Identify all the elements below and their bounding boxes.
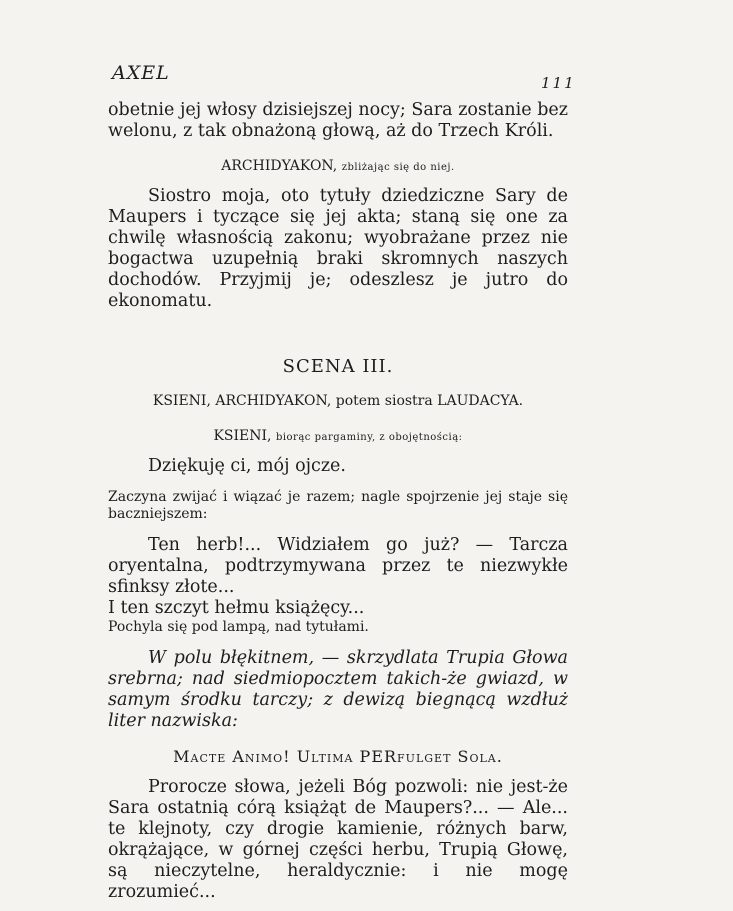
page-body <box>108 100 568 903</box>
paragraph-4-continued: I ten szczyt hełmu książęcy... <box>108 598 365 618</box>
stage-direction-1: Zaczyna zwijać i wiązać je razem; nagle spojrzenie jej staje się baczniejszem: <box>108 489 568 522</box>
scene-heading: SCENA III. <box>282 356 394 377</box>
paragraph-2: Siostro moja, oto tytuły dziedziczne Sary de Maupers i tyczące się jej akta; staną się one za chwilę własnością zakonu; wyobrażane przez nie bogactwa uzupełnią braki skromnych naszych dochodów. Przyjmij je; odeszlesz je jutro do ekonomatu. <box>108 186 568 311</box>
speaker-ksieni <box>108 426 568 448</box>
stage-direction-2: Pochyla się pod lampą, nad tytułami. <box>108 619 369 635</box>
speaker-name: KSIENI, <box>213 428 272 444</box>
paragraph-4: Ten herb!... Widziałem go już? — Tarcza oryentalna, podtrzymywana przez te niezwykłe sfinksy złote... <box>108 535 568 597</box>
paragraph-1: obetnie jej włosy dzisiejszej nocy; Sara zostanie bez welonu, z tak obnażoną głową, aż do Trzech Króli. <box>108 100 568 141</box>
italic-paragraph: W polu błękitnem, — skrzydlata Trupia Głowa srebrna; nad siedmiopocztem takich-że gwiazd, w samym środku tarczy; z dewizą biegnącą wzdłuż liter nazwiska: <box>108 648 568 731</box>
speaker-archidyakon <box>108 156 568 178</box>
page-number: 111 <box>541 74 576 92</box>
paragraph-3: Dziękuję ci, mój ojcze. <box>148 456 346 476</box>
speaker-name: ARCHIDYAKON, <box>221 158 338 174</box>
stage-direction-inline: biorąc pargaminy, z obojętnością: <box>275 432 463 443</box>
paragraph-5: Prorocze słowa, jeżeli Bóg pozwoli: nie jest-że Sara ostatnią córą książąt de Maupers?... — Ale... te klejnoty, czy drogie kamienie, różnych barw, okrążające, w górnej części herbu, Trupią Głowę, są nieczytelne, heraldycznie: i nie mogę zrozumieć... <box>108 777 568 902</box>
running-title: AXEL <box>112 62 170 84</box>
cast-list: KSIENI, ARCHIDYAKON, potem siostra LAUDACYA. <box>152 393 524 409</box>
stage-direction-inline: zbliżając się do niej. <box>341 162 455 173</box>
motto: Macte Animo! Ultima PERfulget Sola. <box>173 747 503 766</box>
